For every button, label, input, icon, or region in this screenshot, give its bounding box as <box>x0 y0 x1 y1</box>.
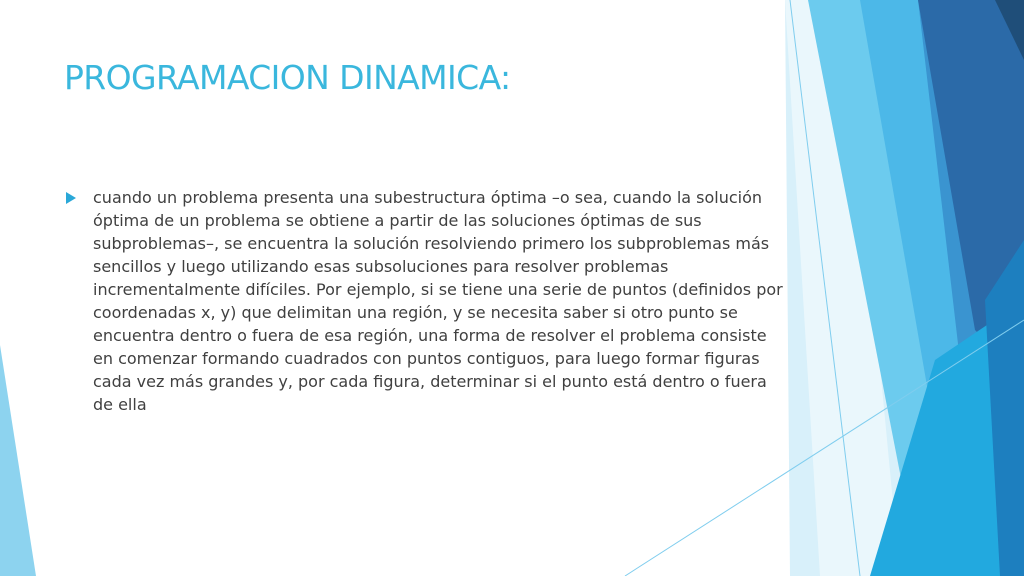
triangle-bullet-icon <box>66 192 76 204</box>
bullet-text: cuando un problema presenta una subestructura óptima –o sea, cuando la solución óptima de un problema se obtiene a partir de las soluciones óptimas de sus subproblemas–, se encuentra la solución resolviendo primero los subproblemas más sencillos y luego utilizando esas subsoluciones para resolver problemas incrementalmente difíciles. Por ejemplo, si se tiene una serie de puntos (definidos por coordenadas x, y) que delimitan una región, y se necesita saber si otro punto se encuentra dentro o fuera de esa región, una forma de resolver el problema consiste en comenzar formando cuadrados con puntos contiguos, para luego formar figuras cada vez más grandes y, por cada figura, determinar si el punto está dentro o fuera de ella <box>93 188 783 414</box>
left-edge-shape <box>0 345 36 576</box>
slide-title: PROGRAMACION DINAMICA: <box>64 58 511 97</box>
